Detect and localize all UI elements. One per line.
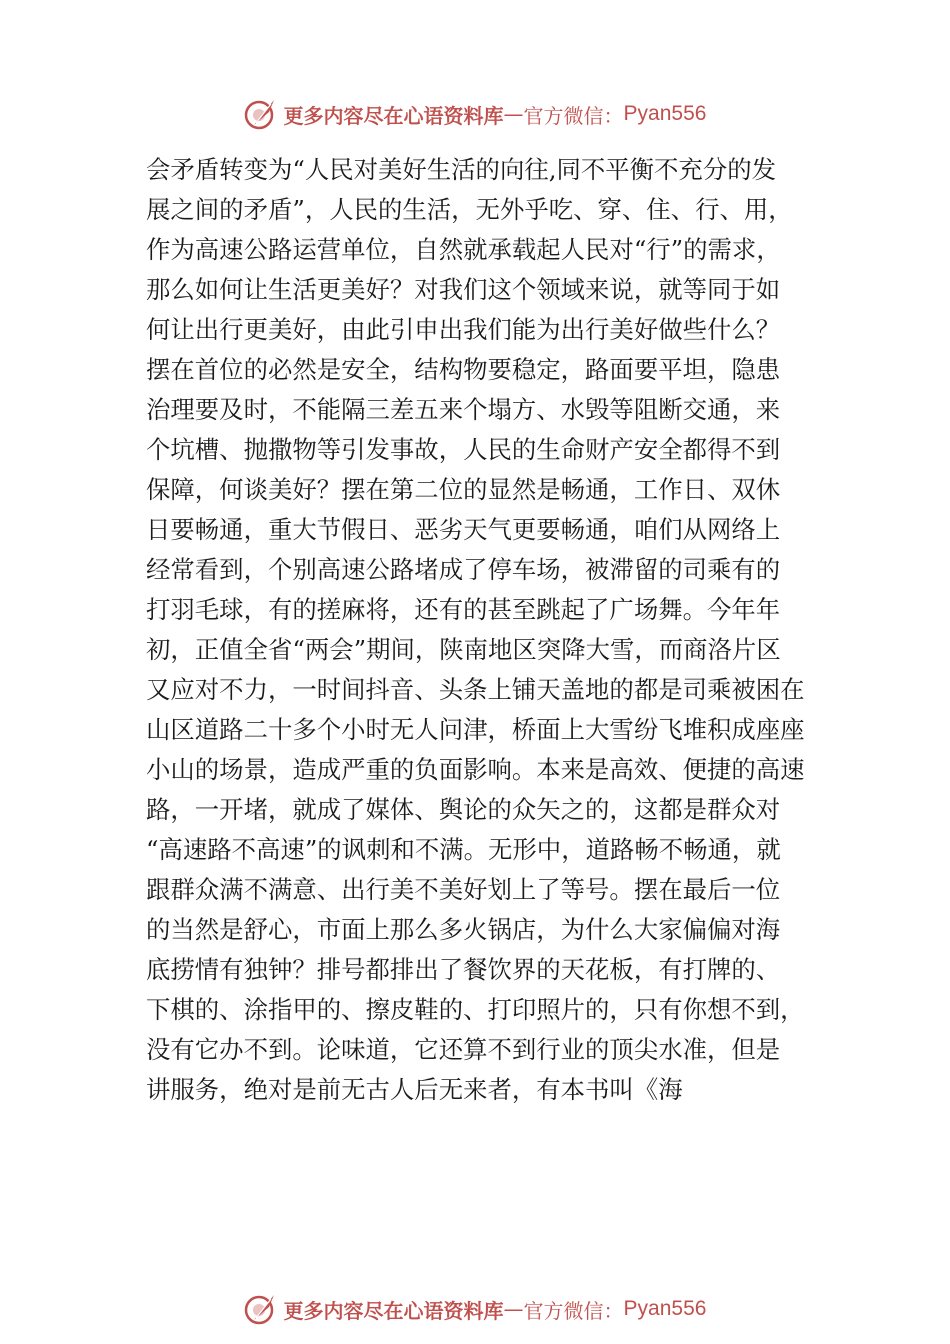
text-line: 没有它办不到。论味道，它还算不到行业的顶尖水准，但是 bbox=[146, 1035, 781, 1064]
text-line: 又应对不力，一时间抖音、头条上铺天盖地的都是司乘被困在 bbox=[146, 675, 805, 704]
text-line: 跟群众满不满意、出行美不美好划上了等号。摆在最后一位 bbox=[146, 875, 781, 904]
banner-wechat-label: 官方微信： bbox=[523, 1298, 624, 1323]
text-line: 摆在首位的必然是安全，结构物要稳定，路面要平坦，隐患 bbox=[146, 355, 781, 384]
body-text bbox=[146, 150, 826, 1110]
text-line: 路，一开堵，就成了媒体、舆论的众矢之的，这都是群众对 bbox=[146, 795, 781, 824]
banner-wechat-id: Pyan556 bbox=[623, 102, 707, 125]
text-line: 山区道路二十多个小时无人问津，桥面上大雪纷飞堆积成座座 bbox=[146, 715, 805, 744]
header-banner bbox=[0, 94, 950, 134]
text-line: 初，正值全省“两会”期间，陕南地区突降大雪，而商洛片区 bbox=[146, 635, 781, 664]
text-line: 打羽毛球，有的搓麻将，还有的甚至跳起了广场舞。今年年 bbox=[146, 595, 781, 624]
text-line: 下棋的、涂指甲的、擦皮鞋的、打印照片的，只有你想不到， bbox=[146, 995, 805, 1024]
text-line: 个坑槽、抛撒物等引发事故，人民的生命财产安全都得不到 bbox=[146, 435, 781, 464]
banner-wechat-id: Pyan556 bbox=[623, 1297, 707, 1320]
text-line: 治理要及时，不能隔三差五来个塌方、水毁等阻断交通，来 bbox=[146, 395, 781, 424]
text-line: 会矛盾转变为“人民对美好生活的向往,同不平衡不充分的发 bbox=[146, 155, 776, 184]
banner-title: 更多内容尽在心语资料库 bbox=[283, 1298, 504, 1323]
text-line: “高速路不高速”的讽刺和不满。无形中，道路畅不畅通，就 bbox=[146, 835, 781, 864]
quill-logo-icon bbox=[244, 1292, 278, 1326]
text-line: 讲服务，绝对是前无古人后无来者，有本书叫《海 bbox=[146, 1075, 683, 1104]
text-line: 经常看到，个别高速公路堵成了停车场，被滞留的司乘有的 bbox=[146, 555, 781, 584]
banner-separator: — bbox=[503, 1297, 524, 1321]
text-line: 展之间的矛盾”，人民的生活，无外乎吃、穿、住、行、用， bbox=[146, 195, 793, 224]
banner-separator: — bbox=[503, 102, 524, 126]
text-line: 保障，何谈美好？摆在第二位的显然是畅通，工作日、双休 bbox=[146, 475, 781, 504]
text-line: 何让出行更美好，由此引申出我们能为出行美好做些什么？ bbox=[146, 315, 781, 344]
text-line: 小山的场景，造成严重的负面影响。本来是高效、便捷的高速 bbox=[146, 755, 805, 784]
text-line: 作为高速公路运营单位，自然就承载起人民对“行”的需求， bbox=[146, 235, 781, 264]
banner-title: 更多内容尽在心语资料库 bbox=[283, 103, 504, 128]
quill-logo-icon bbox=[244, 97, 278, 131]
text-line: 底捞情有独钟？排号都排出了餐饮界的天花板，有打牌的、 bbox=[146, 955, 781, 984]
text-line: 那么如何让生活更美好？对我们这个领域来说，就等同于如 bbox=[146, 275, 781, 304]
banner-wechat-label: 官方微信： bbox=[523, 103, 624, 128]
footer-banner bbox=[0, 1289, 950, 1329]
text-line: 的当然是舒心，市面上那么多火锅店，为什么大家偏偏对海 bbox=[146, 915, 781, 944]
text-line: 日要畅通，重大节假日、恶劣天气更要畅通，咱们从网络上 bbox=[146, 515, 781, 544]
